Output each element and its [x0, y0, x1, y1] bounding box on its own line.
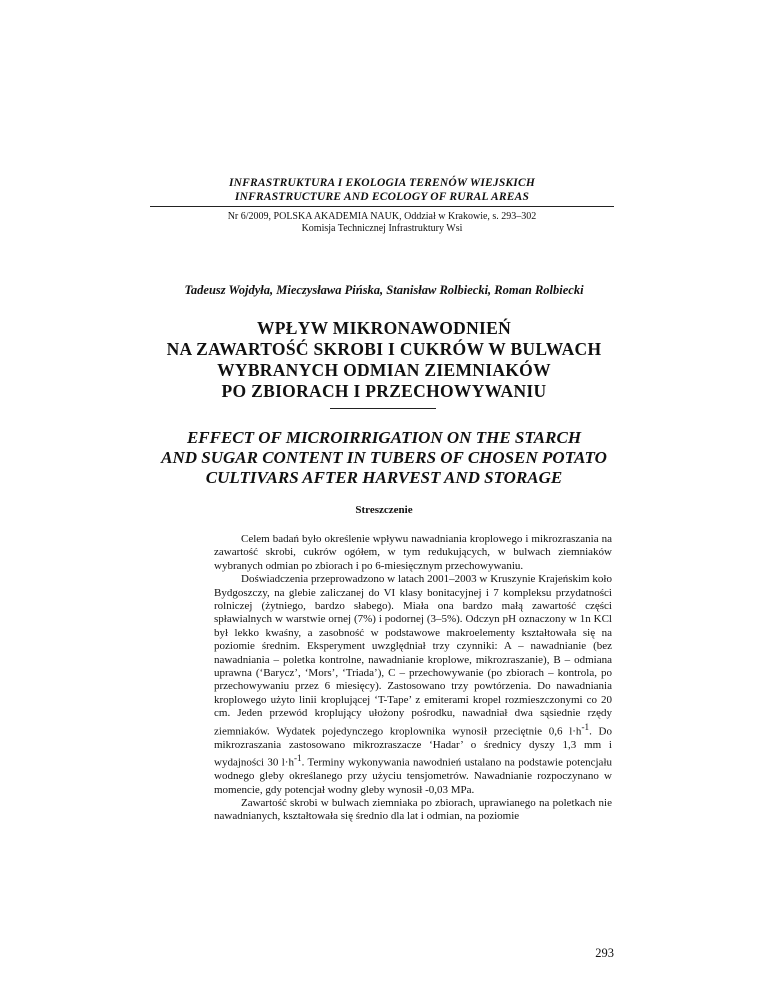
issue-info: Nr 6/2009, POLSKA AKADEMIA NAUK, Oddział w Krakowie, s. 293–302 — [227, 211, 537, 222]
journal-title-en: INFRASTRUCTURE AND ECOLOGY OF RURAL AREAS — [234, 191, 530, 203]
title-pl-line: NA ZAWARTOŚĆ SKROBI I CUKRÓW W BULWACH — [166, 339, 602, 359]
abstract-heading: Streszczenie — [355, 504, 413, 516]
methods-text: . Do mikrozraszania zastosowano mikrozraszacze ‘Hadar’ o średnicy dyszy 1,3 mm i wydajności 30 l·h — [214, 725, 612, 769]
title-en-line: AND SUGAR CONTENT IN TUBERS OF CHOSEN POTATO — [161, 448, 607, 467]
title-pl-line: PO ZBIORACH I PRZECHOWYWANIU — [221, 381, 547, 401]
authors: Tadeusz Wojdyła, Mieczysława Pińska, Stanisław Rolbiecki, Roman Rolbiecki — [184, 283, 584, 297]
unit-exponent: -1 — [581, 721, 590, 732]
abstract-paragraph-methods — [214, 573, 612, 797]
title-separator — [330, 408, 436, 409]
title-en-line: EFFECT OF MICROIRRIGATION ON THE STARCH — [186, 428, 582, 447]
abstract-paragraph-aim: Celem badań było określenie wpływu nawadniania kroplowego i mikrozraszania na zawartość skrobi, cukrów ogółem, w tym redukujących, w bulwach ziemniaków wybranych odmian po zbiorach i po 6-miesięcznym przechowywaniu. — [214, 533, 612, 572]
title-en-line: CULTIVARS AFTER HARVEST AND STORAGE — [205, 468, 563, 487]
title-en — [80, 428, 688, 488]
header-rule — [150, 206, 614, 207]
methods-text: Doświadczenia przeprowadzono w latach 2001–2003 w Kruszynie Krajeńskim koło Bydgoszczy, na glebie zaliczanej do VI klasy bonitacyjnej i 7 kompleksu przydatności rolniczej (żytniego, bardzo słabego). Miała ona bardzo małą zawartość części spławialnych w warstwie ornej (7%) i podornej (3–5%). Odczyn pH oznaczony w 1n KCl był lekko kwaśny, a zasobność w podstawowe makroelementy kształtowała się na poziomie średnim. Eksperyment uwzględniał trzy czynniki: A – nawadnianie (bez nawadniania – poletka kontrolne, nawadnianie kroplowe, mikrozraszanie), B – odmiana uprawna (‘Barycz’, ‘Mors’, ‘Triada’), C – przechowywanie (po zbiorach – kontrola, po przechowywaniu przez 6 miesięcy). Zastosowano trzy powtórzenia. Do nawadniania kroplowego użyto linii kroplującej ‘T-Tape’ z emiterami kropel rozmieszczonymi co 20 cm. Jeden przewód kroplujący ułożony pośrodku, nawadniał dwa sąsiednie rzędy ziemniaków. Wydatek pojedynczego kroplownika wynosił przeciętnie 0,6 l·h — [214, 573, 612, 738]
title-pl-line: WPŁYW MIKRONAWODNIEŃ — [256, 318, 512, 338]
title-pl — [80, 318, 688, 402]
journal-title-pl: INFRASTRUKTURA I EKOLOGIA TERENÓW WIEJSKICH — [229, 177, 535, 189]
page-number: 293 — [595, 946, 614, 960]
abstract-body — [214, 533, 612, 824]
journal-header — [150, 176, 614, 235]
abstract-paragraph-results: Zawartość skrobi w bulwach ziemniaka po zbiorach, uprawianego na poletkach nie nawadnianych, kształtowała się średnio dla lat i odmian, na poziomie — [214, 797, 612, 823]
committee: Komisja Technicznej Infrastruktury Wsi — [301, 223, 463, 234]
methods-text: . Terminy wykonywania nawodnień ustalano na podstawie potencjału wodnego gleby określanego przy użyciu tensjometrów. Nawadnianie rozpoczynano w momencie, gdy potencjał wodny gleby wynosił -0,03 MPa. — [214, 756, 613, 796]
unit-exponent: -1 — [293, 753, 302, 764]
title-pl-line: WYBRANYCH ODMIAN ZIEMNIAKÓW — [217, 360, 551, 380]
